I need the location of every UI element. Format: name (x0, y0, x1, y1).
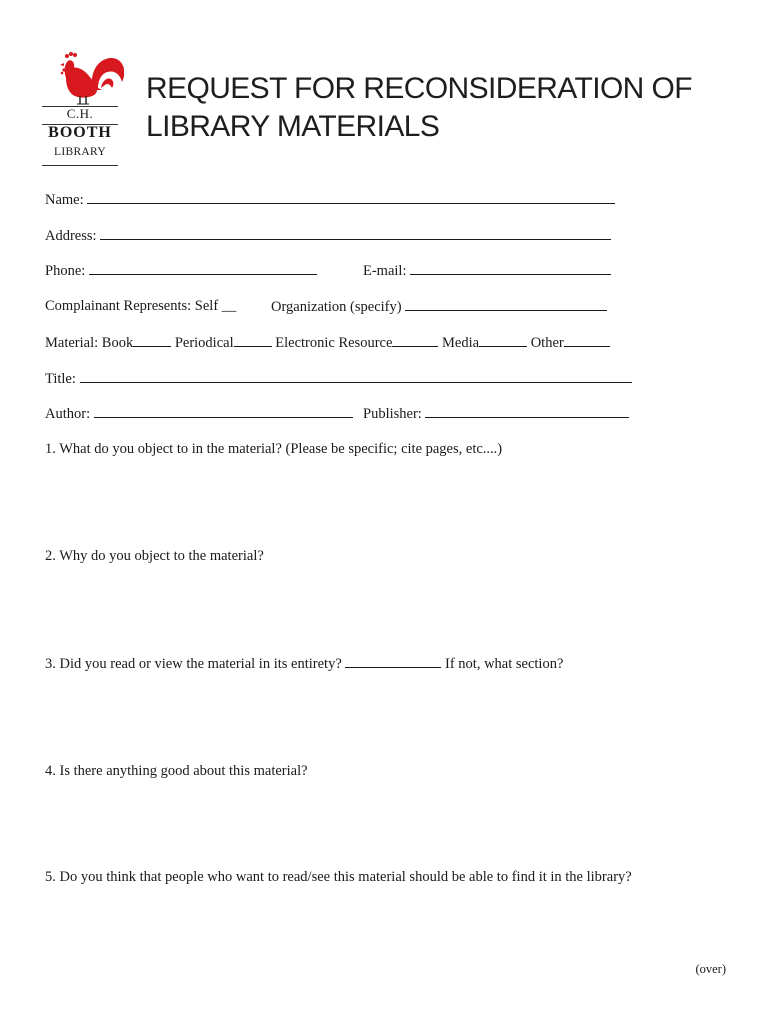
publisher-label: Publisher: (363, 406, 422, 422)
organization-row (271, 297, 607, 316)
material-electronic-label: Electronic Resource (275, 335, 393, 351)
material-book-label: Book (101, 335, 134, 351)
material-periodical-label: Periodical (174, 335, 234, 351)
complainant-row (45, 297, 236, 315)
question-3 (45, 654, 563, 673)
phone-label: Phone: (45, 263, 86, 279)
organization-label: Organization (specify) (271, 299, 402, 315)
material-other-label: Other (530, 335, 564, 351)
address-row (45, 226, 611, 245)
title-row (45, 369, 632, 388)
question-5: 5. Do you think that people who want to read/see this material should be able to find it in the library? (45, 869, 632, 885)
title-line-2: LIBRARY MATERIALS (146, 110, 440, 143)
over-note: (over) (695, 962, 726, 976)
address-label: Address: (45, 228, 97, 244)
email-row (363, 261, 611, 280)
material-book-field[interactable] (133, 333, 171, 347)
author-field[interactable] (94, 404, 353, 418)
name-label: Name: (45, 192, 84, 208)
phone-field[interactable] (89, 261, 317, 275)
material-row (45, 333, 610, 352)
organization-field[interactable] (405, 297, 607, 311)
logo-rule-bottom (42, 165, 118, 166)
title-field[interactable] (80, 369, 632, 383)
name-row (45, 190, 615, 209)
publisher-row (363, 404, 629, 423)
material-other-field[interactable] (564, 333, 610, 347)
question-1: 1. What do you object to in the material? (Please be specific; cite pages, etc....) (45, 441, 503, 457)
logo-line-booth: BOOTH (48, 124, 112, 141)
material-media-label: Media (442, 335, 480, 351)
material-periodical-field[interactable] (234, 333, 272, 347)
page-title (146, 70, 692, 146)
name-field[interactable] (87, 190, 615, 204)
question-3-followup: If not, what section? (445, 656, 564, 672)
question-3-field[interactable] (345, 654, 441, 668)
address-field[interactable] (100, 226, 611, 240)
title-label: Title: (45, 371, 76, 387)
phone-row (45, 261, 317, 280)
library-logo (40, 44, 124, 172)
logo-line-library: LIBRARY (54, 146, 106, 158)
material-label: Material: (45, 335, 99, 351)
material-media-field[interactable] (479, 333, 527, 347)
question-3-text: 3. Did you read or view the material in its entirety? (45, 656, 342, 672)
email-label: E-mail: (363, 263, 407, 279)
author-row (45, 404, 353, 423)
material-electronic-field[interactable] (392, 333, 438, 347)
complainant-label: Complainant Represents: Self __ (45, 298, 237, 314)
logo-line-ch: C.H. (66, 106, 94, 121)
question-2: 2. Why do you object to the material? (45, 548, 264, 564)
email-field[interactable] (410, 261, 611, 275)
question-4: 4. Is there anything good about this material? (45, 763, 308, 779)
rooster-icon (40, 44, 124, 106)
author-label: Author: (45, 406, 91, 422)
title-line-1: REQUEST FOR RECONSIDERATION OF (146, 72, 692, 105)
publisher-field[interactable] (425, 404, 629, 418)
